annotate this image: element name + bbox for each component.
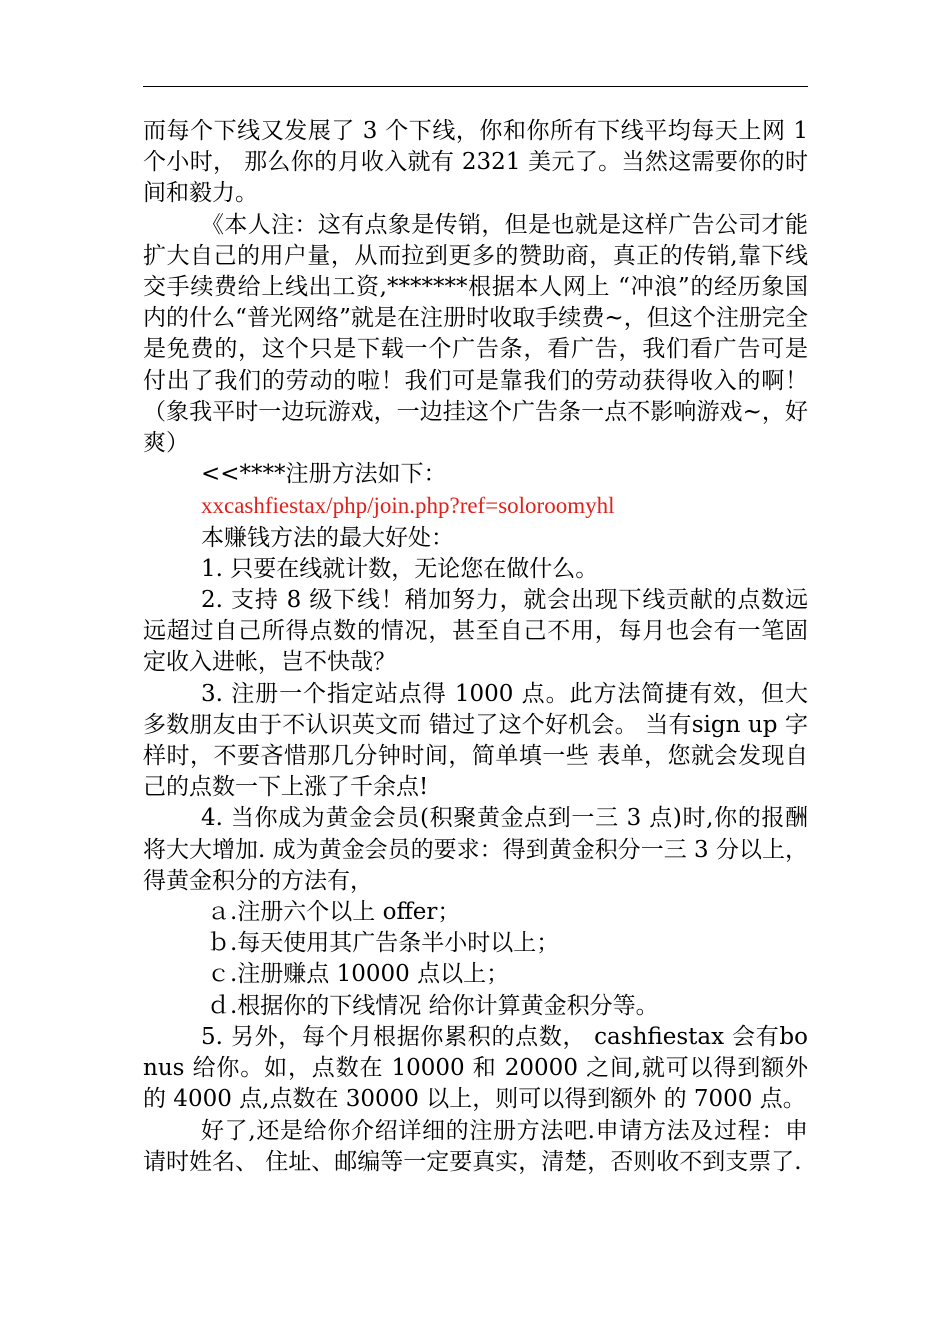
registration-link-line (143, 490, 808, 522)
benefit-item-3: 3. 注册一个指定站点得 1000 点。此方法简捷有效，但大多数朋友由于不认识英文而 错过了这个好机会。 当有sign up 字样时，不要吝惜那几分钟时间，简单填一些 表单，您就会发现自己的点数一下上涨了千余点! (143, 680, 808, 801)
benefit-item-5: 5. 另外，每个月根据你累积的点数， cashfiestax 会有bonus 给你。如，点数在 10000 和 20000 之间,就可以得到额外的 4000 点,点数在 30000 以上，则可以得到额外 的 7000 点。 (143, 1023, 808, 1113)
header-rule (143, 86, 808, 87)
registration-link[interactable]: xxcashfiestax/php/join.php?ref=soloroomyhl (201, 493, 615, 519)
gold-method-b: ｂ.每天使用其广告条半小时以上； (207, 930, 560, 957)
benefit-item-4: 4. 当你成为黄金会员(积聚黄金点到一三 3 点)时,你的报酬将大大增加. 成为黄金会员的要求：得到黄金积分一三 3 分以上，得黄金积分的方法有， (143, 805, 808, 894)
gold-method-c: ｃ.注册赚点 10000 点以上； (207, 961, 510, 988)
gold-method-a: ａ.注册六个以上 offer； (207, 899, 461, 926)
paragraph-application-process: 好了,还是给你介绍详细的注册方法吧.申请方法及过程：申请时姓名、 住址、邮编等一定要真实，清楚，否则收不到支票了. (143, 1117, 808, 1175)
document-body (143, 116, 808, 1178)
paragraph-earnings-intro: 而每个下线又发展了 3 个下线，你和你所有下线平均每天上网 1 个小时， 那么你的月收入就有 2321 美元了。当然这需要你的时间和毅力。 (143, 118, 808, 207)
gold-method-d: ｄ.根据你的下线情况 给你计算黄金积分等。 (207, 992, 659, 1019)
benefit-item-2: 2. 支持 8 级下线！稍加努力，就会出现下线贡献的点数远远超过自己所得点数的情况，甚至自己不用，每月也会有一笔固定收入进帐，岂不快哉？ (143, 587, 808, 676)
registration-method-heading: <<****注册方法如下： (201, 461, 447, 488)
paragraph-author-note: 《本人注：这有点象是传销，但是也就是这样广告公司才能扩大自己的用户量，从而拉到更多的赞助商，真正的传销,靠下线交手续费给上线出工资,*******根据本人网上 “冲浪”的经历象国内的什么“普光网络”就是在注册时收取手续费~，但这个注册完全是免费的，这个只是下载一个广告条，看广告，我们看广告可是付出了我们的劳动的啦！我们可是靠我们的劳动获得收入的啊！（象我平时一边玩游戏，一边挂这个广告条一点不影响游戏~，好爽） (143, 211, 808, 457)
benefits-heading: 本赚钱方法的最大好处： (201, 524, 454, 551)
benefit-item-1: 1. 只要在线就计数，无论您在做什么。 (201, 555, 599, 582)
